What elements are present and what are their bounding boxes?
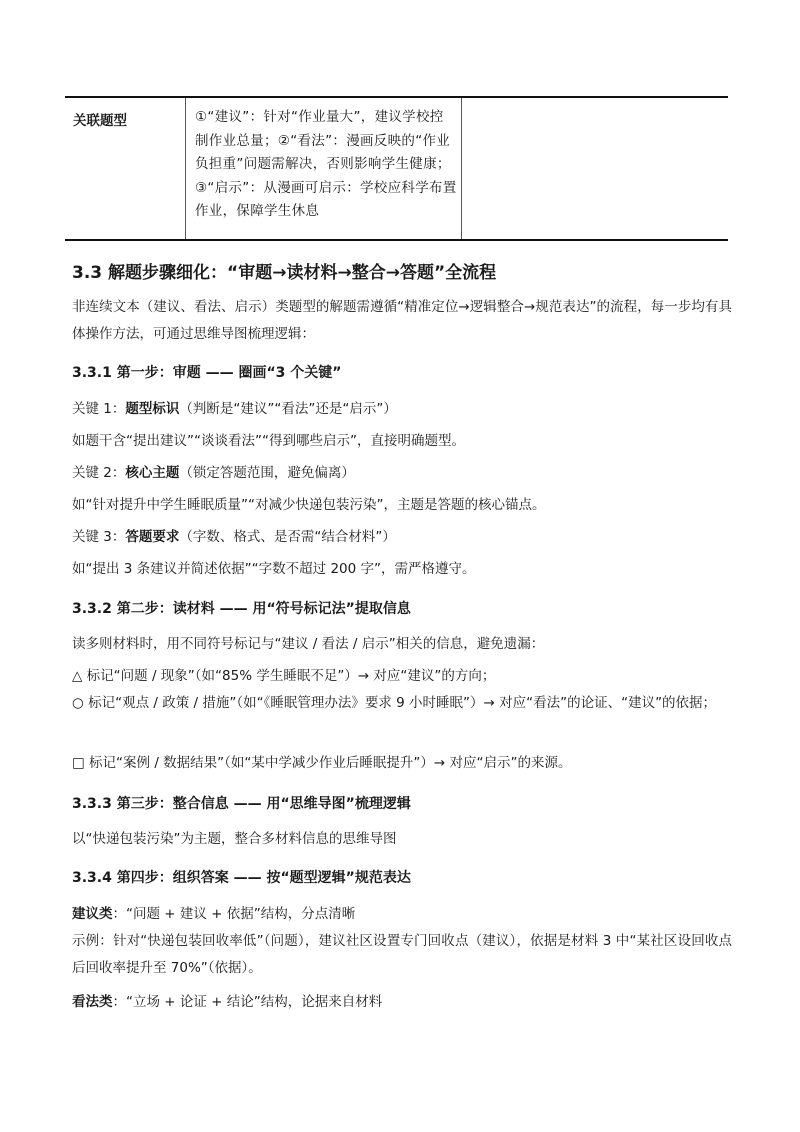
related-question-types-table	[65, 96, 728, 241]
opinion-type-rest: ：“立场 + 论证 + 结论”结构，论据来自材料	[112, 994, 383, 1010]
step1-key3-example: 如“提出 3 条建议并简述依据”“字数不超过 200 字”，需严格遵守。	[72, 561, 476, 577]
section-intro: 非连续文本（建议、看法、启示）类题型的解题需遵循“精准定位→逻辑整合→规范表达”的流程，每一步均有具体操作方法，可通过思维导图梳理逻辑：	[72, 299, 732, 342]
step4-title: 3.3.4 第四步：组织答案 —— 按“题型逻辑”规范表达	[72, 870, 411, 886]
opinion-type-bold: 看法类	[72, 994, 113, 1010]
step4-suggestion-example: 示例：针对“快递包装回收率低”（问题），建议社区设置专门回收点（建议），依据是材料 3 中“某社区设回收点后回收率提升至 70%”（依据）。	[72, 933, 732, 976]
step2-marker-square: □ 标记“案例 / 数据结果”（如“某中学减少作业后睡眠提升”）→ 对应“启示”的来源。	[72, 755, 572, 771]
key2-bold: 核心主题	[125, 465, 180, 481]
step1-key1-example: 如题干含“提出建议”“谈谈看法”“得到哪些启示”，直接明确题型。	[72, 433, 465, 449]
key3-rest: （字数、格式、是否需“结合材料”）	[179, 529, 396, 545]
step2-marker-triangle: △ 标记“问题 / 现象”（如“85% 学生睡眠不足”）→ 对应“建议”的方向；	[72, 668, 496, 684]
step3-title: 3.3.3 第三步：整合信息 —— 用“思维导图”梳理逻辑	[72, 796, 411, 812]
key1-prefix: 关键 1：	[72, 401, 126, 417]
table-body-text: ①“建议”：针对“作业量大”，建议学校控制作业总量；②“看法”：漫画反映的“作业负担重”问题需解决，否则影响学生健康；③“启示”：从漫画可启示：学校应科学布置作业，保障学生休息	[195, 109, 457, 219]
table-empty-cell	[462, 98, 728, 239]
key2-prefix: 关键 2：	[72, 465, 126, 481]
key2-rest: （锁定答题范围，避免偏离）	[179, 465, 355, 481]
suggestion-type-rest: ：“问题 + 建议 + 依据”结构，分点清晰	[112, 906, 356, 922]
step4-suggestion	[72, 902, 732, 922]
suggestion-type-bold: 建议类	[72, 906, 113, 922]
step1-key1	[72, 397, 732, 417]
key1-rest: （判断是“建议”“看法”还是“启示”）	[179, 401, 397, 417]
section-title: 3.3 解题步骤细化：“审题→读材料→整合→答题”全流程	[72, 263, 497, 283]
step1-key2-example: 如“针对提升中学生睡眠质量”“对减少快递包装污染”，主题是答题的核心锚点。	[72, 497, 546, 513]
step2-title: 3.3.2 第二步：读材料 —— 用“符号标记法”提取信息	[72, 601, 411, 617]
step1-title: 3.3.1 第一步：审题 —— 圈画“3 个关键”	[72, 365, 342, 381]
step4-opinion	[72, 990, 732, 1010]
step1-key2	[72, 461, 732, 481]
table-body-cell	[186, 98, 462, 239]
table-header-label: 关联题型	[73, 113, 127, 129]
key3-prefix: 关键 3：	[72, 529, 126, 545]
step2-intro: 读多则材料时，用不同符号标记与“建议 / 看法 / 启示”相关的信息，避免遗漏：	[72, 636, 545, 652]
step2-marker-circle: ○ 标记“观点 / 政策 / 措施”（如“《睡眠管理办法》要求 9 小时睡眠”）→ 对应“看法”的论证、“建议”的依据；	[72, 695, 717, 711]
table-header-cell	[65, 98, 186, 239]
step1-key3	[72, 525, 732, 545]
key1-bold: 题型标识	[125, 401, 180, 417]
step3-text: 以“快递包装污染”为主题，整合多材料信息的思维导图	[72, 831, 397, 847]
key3-bold: 答题要求	[125, 529, 180, 545]
